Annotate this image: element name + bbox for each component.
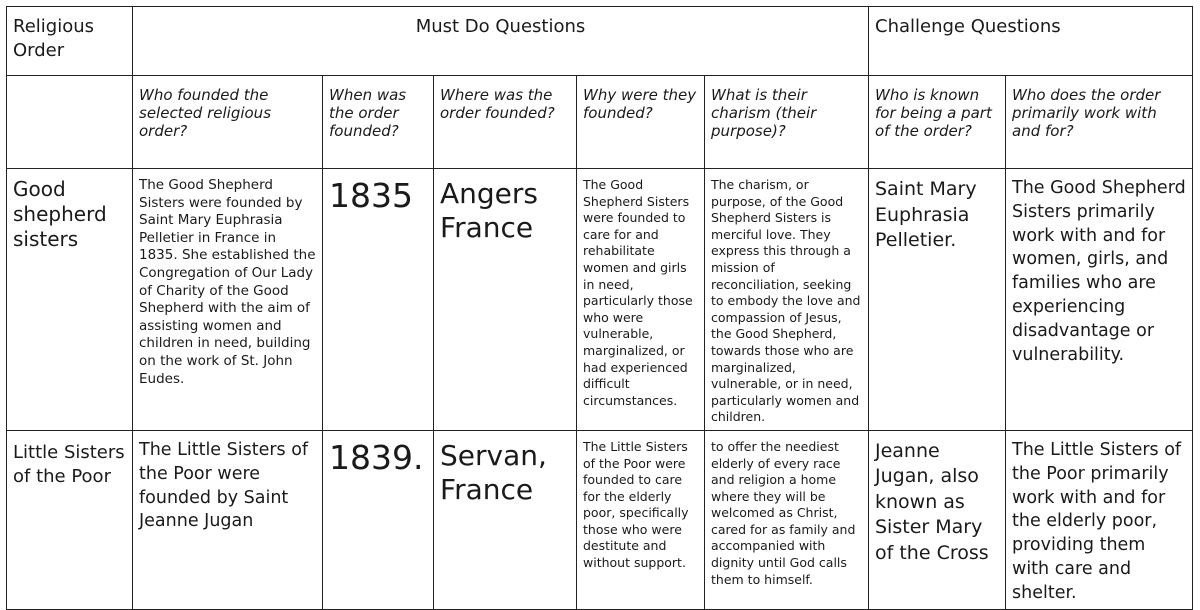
question-work: Who does the order primarily work with and for? (1006, 76, 1193, 169)
question-blank-cell (7, 76, 133, 169)
answer-where: Angers France (434, 169, 577, 431)
question-known: Who is known for being a part of the order? (869, 76, 1006, 169)
answer-founder: The Good Shepherd Sisters were founded by Saint Mary Euphrasia Pelletier in France in 1835. She established the Congregation of Our Lady of Charity of the Good Shepherd with the aim of assisting women and children in need, building on the work of St. John Eudes. (133, 169, 323, 431)
question-charism: What is their charism (their purpose)? (705, 76, 869, 169)
question-where: Where was the order founded? (434, 76, 577, 169)
header-row (7, 7, 1193, 76)
order-name: Little Sisters of the Poor (7, 430, 133, 610)
answer-when: 1839. (323, 430, 434, 610)
question-founder: Who founded the selected religious order? (133, 76, 323, 169)
answer-charism: to offer the neediest elderly of every race and religion a home where they will be welcomed as Christ, cared for as family and accompanied with dignity until God calls them to himself. (705, 430, 869, 610)
question-why: Why were they founded? (577, 76, 705, 169)
religious-orders-table (6, 6, 1193, 610)
table-row (7, 169, 1193, 431)
answer-known: Saint Mary Euphrasia Pelletier. (869, 169, 1006, 431)
must-do-questions-header: Must Do Questions (133, 7, 869, 76)
answer-work: The Good Shepherd Sisters primarily work with and for women, girls, and families who are experiencing disadvantage or vulnerability. (1006, 169, 1193, 431)
question-when: When was the order founded? (323, 76, 434, 169)
answer-when: 1835 (323, 169, 434, 431)
answer-founder: The Little Sisters of the Poor were founded by Saint Jeanne Jugan (133, 430, 323, 610)
table-row (7, 430, 1193, 610)
answer-charism: The charism, or purpose, of the Good Shepherd Sisters is merciful love. They express this through a mission of reconciliation, seeking to embody the love and compassion of Jesus, the Good Shepherd, towards those who are marginalized, vulnerable, or in need, particularly women and children. (705, 169, 869, 431)
answer-why: The Good Shepherd Sisters were founded to care for and rehabilitate women and girls in need, particularly those who were vulnerable, marginalized, or had experienced difficult circumstances. (577, 169, 705, 431)
order-name: Good shepherd sisters (7, 169, 133, 431)
answer-where: Servan, France (434, 430, 577, 610)
religious-order-header: Religious Order (7, 7, 133, 76)
answer-why: The Little Sisters of the Poor were founded to care for the elderly poor, specifically those who were destitute and without support. (577, 430, 705, 610)
answer-known: Jeanne Jugan, also known as Sister Mary of the Cross (869, 430, 1006, 610)
question-row (7, 76, 1193, 169)
answer-work: The Little Sisters of the Poor primarily work with and for the elderly poor, providing them with care and shelter. (1006, 430, 1193, 610)
challenge-questions-header: Challenge Questions (869, 7, 1193, 76)
